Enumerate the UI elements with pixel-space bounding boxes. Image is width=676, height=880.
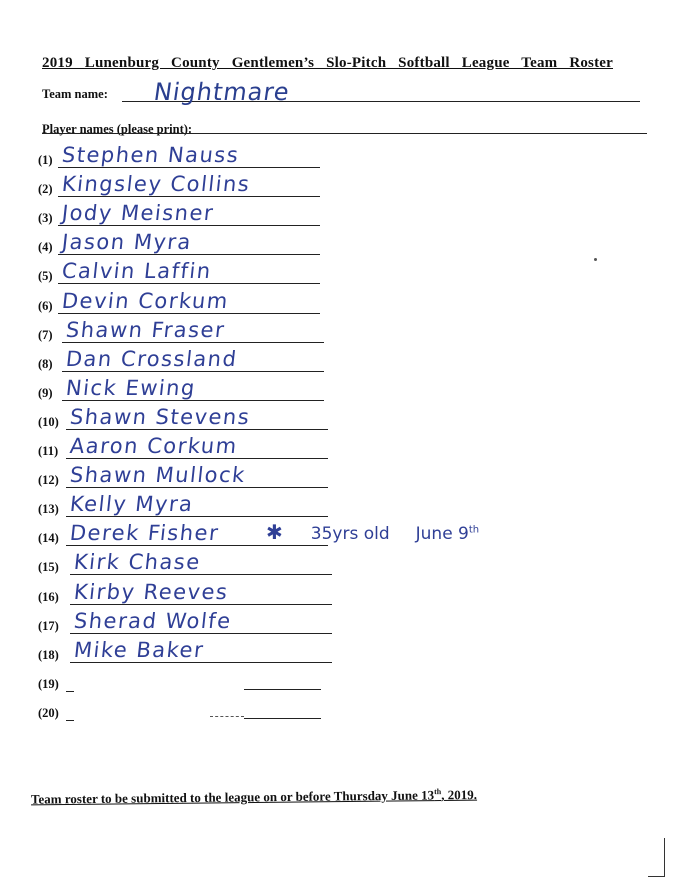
player-row: [38, 230, 638, 257]
player-row: [38, 347, 638, 374]
team-name-label: Team name:: [42, 87, 108, 101]
player-number: (19): [38, 677, 59, 691]
player-number: (17): [38, 619, 59, 633]
player-name: Shawn Fraser: [64, 318, 227, 342]
player-name-line: [58, 196, 320, 197]
team-name-value: Nightmare: [152, 78, 292, 106]
player-name: Aaron Corkum: [68, 434, 239, 458]
player-14-note: [266, 520, 479, 544]
player-name-line: [62, 400, 324, 401]
player-name: Kirby Reeves: [72, 580, 230, 604]
player-name: Stephen Nauss: [60, 143, 241, 167]
player-names-label: Player names (please print):: [42, 122, 193, 136]
player-number: (2): [38, 182, 53, 196]
player-number: (10): [38, 415, 59, 429]
player-row: [38, 670, 638, 694]
submission-deadline: [31, 787, 477, 808]
player-number: (11): [38, 444, 59, 458]
player-number: (5): [38, 269, 53, 283]
deadline-text: Team roster to be submitted to the league on or before Thursday June 13: [30, 787, 435, 807]
player-row: [38, 405, 638, 432]
player-number: (9): [38, 386, 53, 400]
deadline-suffix: th: [434, 787, 442, 797]
player-number: (6): [38, 299, 53, 313]
player-name: Kingsley Collins: [60, 172, 252, 196]
player-name: Jason Myra: [60, 230, 194, 254]
player-name-line: [70, 662, 332, 663]
player-number: (14): [38, 531, 59, 545]
player-number: (13): [38, 502, 59, 516]
player-number: (15): [38, 560, 59, 574]
blank-name-line: [244, 689, 321, 690]
player-name: Derek Fisher: [68, 521, 221, 545]
player-name-line: [66, 516, 328, 517]
player-number: (12): [38, 473, 59, 487]
player-name: Calvin Laffin: [60, 259, 213, 283]
player-name: Mike Baker: [72, 638, 206, 662]
player-name: Nick Ewing: [64, 376, 198, 400]
player-row: [38, 376, 638, 403]
player-name-line: [66, 545, 328, 546]
blank-stub: [66, 720, 74, 721]
player-row: [38, 609, 638, 636]
player-name: Kelly Myra: [68, 492, 195, 516]
player-names-rule: [42, 133, 647, 134]
player-name-line: [62, 342, 324, 343]
player-row: [38, 318, 638, 345]
player-row: [38, 201, 638, 228]
player-name-line: [70, 633, 332, 634]
player-row: [38, 550, 638, 577]
date-suffix: th: [468, 524, 480, 536]
player-name: Shawn Mullock: [68, 463, 248, 487]
player-name-line: [58, 167, 320, 168]
player-row: [38, 699, 638, 723]
faint-dash: [210, 716, 244, 717]
player-row: [38, 580, 638, 607]
player-number: (16): [38, 590, 59, 604]
player-name: Dan Crossland: [64, 347, 239, 371]
asterisk-icon: ✱: [266, 520, 283, 544]
player-row: [38, 492, 638, 519]
roster-title: 2019 Lunenburg County Gentlemen’s Slo-Pitch Softball League Team Roster: [42, 55, 613, 71]
date-note: June 9: [415, 524, 469, 544]
player-name-line: [58, 254, 320, 255]
player-number: (1): [38, 153, 53, 167]
player-number: (3): [38, 211, 53, 225]
player-name-line: [70, 604, 332, 605]
player-number: (18): [38, 648, 59, 662]
blank-name-line: [244, 718, 321, 719]
player-row: [38, 520, 638, 548]
blank-stub: [66, 691, 74, 692]
player-name-line: [66, 487, 328, 488]
player-number: (7): [38, 328, 53, 342]
player-row: [38, 289, 638, 316]
age-note: 35yrs old: [310, 524, 390, 544]
player-number: (8): [38, 357, 53, 371]
player-row: [38, 463, 638, 490]
player-name-line: [70, 574, 332, 575]
player-row: [38, 434, 638, 461]
player-name: Shawn Stevens: [68, 405, 252, 429]
player-name-line: [66, 458, 328, 459]
player-row: [38, 143, 638, 170]
ink-speck: [594, 258, 597, 261]
player-name: Jody Meisner: [60, 201, 216, 225]
player-name-line: [58, 225, 320, 226]
player-row: [38, 259, 638, 286]
player-name-line: [58, 313, 320, 314]
player-number: (4): [38, 240, 53, 254]
player-name-line: [66, 429, 328, 430]
player-row: [38, 638, 638, 665]
player-name-line: [62, 371, 324, 372]
deadline-tail: , 2019.: [441, 786, 478, 803]
player-name: Kirk Chase: [72, 550, 203, 574]
player-name: Devin Corkum: [60, 289, 231, 313]
player-name-line: [58, 283, 320, 284]
player-row: [38, 172, 638, 199]
corner-mark: [648, 838, 665, 877]
player-name: Sherad Wolfe: [72, 609, 233, 633]
player-number: (20): [38, 706, 59, 720]
